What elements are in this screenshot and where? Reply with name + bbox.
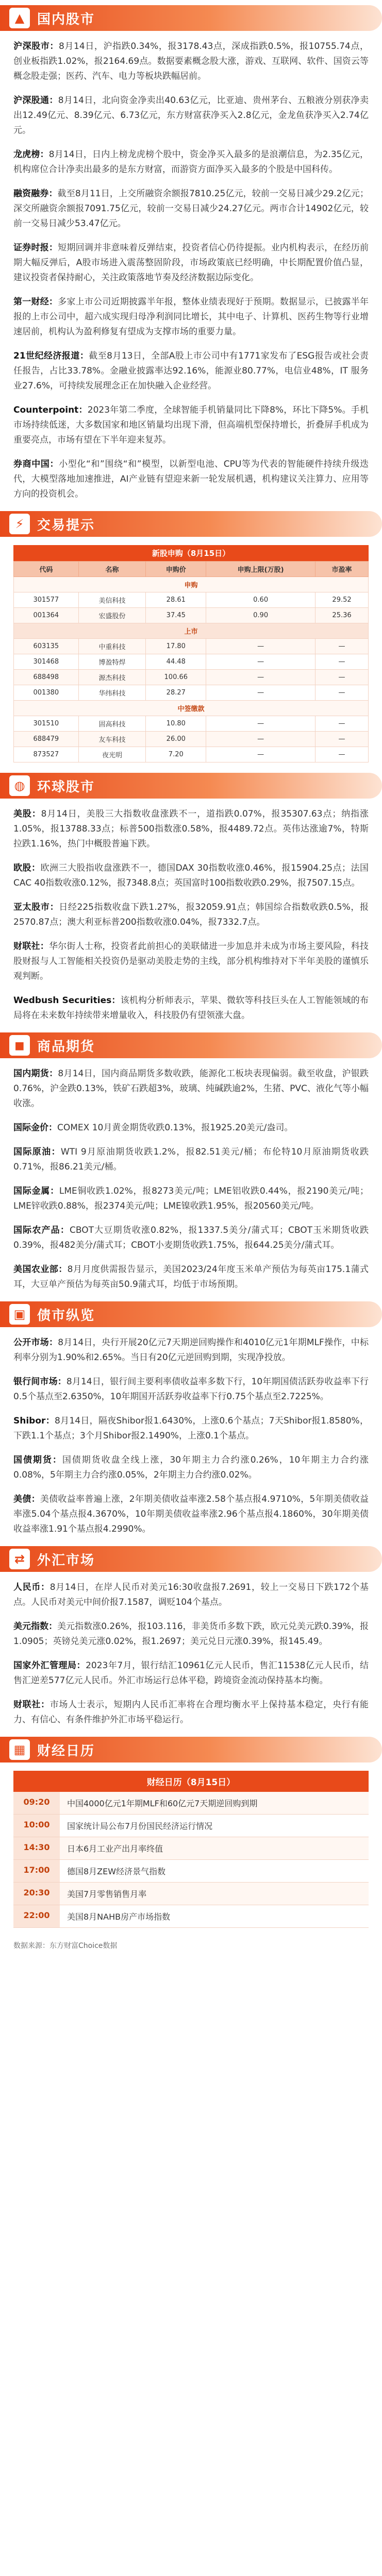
news-paragraph xyxy=(13,349,369,394)
fx-news-list xyxy=(0,1580,382,1727)
table-cell: 夜光明 xyxy=(78,747,146,762)
news-lead: 21世纪经济报道： xyxy=(13,351,89,361)
table-cell: 301468 xyxy=(14,654,79,670)
globe-icon: ◍ xyxy=(9,775,30,796)
news-paragraph xyxy=(13,1066,369,1111)
table-cell: — xyxy=(206,670,315,685)
news-text: 截至8月13日，全部A股上市公司中有1771家发布了ESG报告或社会责任报告，占比33.78%。金融业披露率达92.16%，能源业80.77%，电信业48%，IT 服务业27.6%，可持续发展理念正在加快融入企业经营。 xyxy=(13,351,369,391)
table-row xyxy=(14,732,369,747)
news-paragraph xyxy=(13,993,369,1023)
table-cell: 华纬科技 xyxy=(78,685,146,701)
news-text: WTI 9月原油期货收跌1.2%，报82.51美元/桶；布伦特10月原油期货收跌0.71%，报86.21美元/桶。 xyxy=(13,1147,369,1172)
table-cell: 301577 xyxy=(14,592,79,608)
table-cell: — xyxy=(206,747,315,762)
table-cell: 0.60 xyxy=(206,592,315,608)
section-title: 交易提示 xyxy=(37,517,95,533)
table-cell: 100.66 xyxy=(146,670,206,685)
news-paragraph xyxy=(13,1145,369,1175)
calendar-row xyxy=(13,1860,369,1883)
domestic-news-list xyxy=(0,39,382,502)
chart-icon: ▲ xyxy=(9,8,30,28)
news-text: 美债收益率普遍上涨，2年期美债收益率涨2.58个基点报4.9710%，5年期美债收益率涨5.04个基点报4.3670%，10年期美债收益率涨2.96个基点报4.1860%，30年期美债收益率涨1.91个基点报4.2990%。 xyxy=(13,1494,369,1534)
calendar-event: 日本6月工业产出月率终值 xyxy=(60,1837,369,1859)
news-text: 截至8月11日，上交所融资余额报7810.25亿元，较前一交易日减少29.2亿元；深交所融资余额报7091.75亿元，较前一交易日减少24.27亿元。两市合计14902亿元，较前一交易日减少53.47亿元。 xyxy=(13,189,369,229)
news-paragraph xyxy=(13,39,369,84)
news-text: 8月14日，国内商品期货多数收跌，能源化工板块表现偏弱。截至收盘，沪银跌0.76%，沪金跌0.13%，铁矿石跌超3%，玻璃、纯碱跌逾2%，生猪、PVC、液化气等小幅收涨。 xyxy=(13,1069,369,1109)
table-row xyxy=(14,592,369,608)
news-lead: 国际金属： xyxy=(13,1186,59,1196)
news-paragraph xyxy=(13,1121,369,1136)
news-lead: 国债期货： xyxy=(13,1455,62,1465)
news-lead: 人民币： xyxy=(13,1582,50,1592)
table-cell: 688479 xyxy=(14,732,79,747)
table-cell: 固高科技 xyxy=(78,716,146,732)
ipo-table xyxy=(13,545,369,762)
calendar-time: 17:00 xyxy=(13,1860,60,1882)
calendar-row xyxy=(13,1815,369,1837)
news-paragraph xyxy=(13,1658,369,1688)
news-text: 市场人士表示，短期内人民币汇率将在合理均衡水平上保持基本稳定，央行有能力、有信心、有条件维护外汇市场平稳运行。 xyxy=(13,1700,369,1725)
finance-calendar xyxy=(13,1771,369,1928)
news-text: 2023年7月，银行结汇10961亿元人民币，售汇11538亿元人民币，结售汇逆差577亿元人民币。外汇市场运行总体平稳，跨境资金流动保持基本均衡。 xyxy=(13,1660,369,1686)
table-cell: — xyxy=(206,685,315,701)
table-row xyxy=(14,670,369,685)
news-lead: 美股： xyxy=(13,809,41,819)
news-paragraph xyxy=(13,241,369,285)
calendar-row xyxy=(13,1792,369,1815)
table-cell: — xyxy=(206,639,315,654)
table-row xyxy=(14,608,369,623)
news-paragraph xyxy=(13,1262,369,1292)
news-text: 该机构分析师表示，苹果、微软等科技巨头在人工智能领域的布局将在未来数年持续带来增量收入，科技股仍有望领涨大盘。 xyxy=(13,995,369,1021)
news-paragraph xyxy=(13,1375,369,1404)
news-lead: 龙虎榜： xyxy=(13,149,49,160)
table-title: 新股申购（8月15日） xyxy=(13,545,369,561)
news-lead: 美国农业部： xyxy=(13,1264,68,1275)
news-lead: 国内期货： xyxy=(13,1069,58,1079)
table-row xyxy=(14,654,369,670)
news-lead: 证券时报： xyxy=(13,243,58,253)
table-header-cell: 市盈率 xyxy=(315,562,369,577)
news-paragraph xyxy=(13,1580,369,1610)
news-paragraph xyxy=(13,1698,369,1727)
table-header-cell: 申购价 xyxy=(146,562,206,577)
news-text: 8月14日，银行间主要利率债收益率多数下行，10年期国债活跃券收益率下行0.5个基点至2.6350%，10年期国开活跃券收益率下行0.75个基点至2.7225%。 xyxy=(13,1377,369,1402)
news-lead: 融资融券： xyxy=(13,189,58,199)
table-cell: — xyxy=(315,639,369,654)
news-paragraph xyxy=(13,1414,369,1444)
calendar-row xyxy=(13,1837,369,1860)
table-cell: 17.80 xyxy=(146,639,206,654)
news-lead: 财联社： xyxy=(13,1700,50,1710)
section-header-calendar xyxy=(0,1737,382,1762)
news-lead: 欧股： xyxy=(13,863,41,873)
news-paragraph xyxy=(13,457,369,502)
table-cell: 001364 xyxy=(14,608,79,623)
news-paragraph xyxy=(13,1184,369,1214)
table-cell: 美信科技 xyxy=(78,592,146,608)
section-title: 国内股市 xyxy=(37,11,95,27)
news-paragraph xyxy=(13,295,369,340)
news-paragraph xyxy=(13,1619,369,1649)
section-header-commodities xyxy=(0,1032,382,1058)
table-cell: 友车科技 xyxy=(78,732,146,747)
table-cell: 873527 xyxy=(14,747,79,762)
table-header-cell: 申购上限(万股) xyxy=(206,562,315,577)
table-cell: — xyxy=(315,685,369,701)
footer-source: 数据来源：东方财富Choice数据 xyxy=(13,1942,118,1950)
news-text: 8月14日，北向资金净卖出40.63亿元，比亚迪、贵州茅台、五粮液分别获净卖出12.49亿元、8.39亿元、6.73亿元，东方财富获净买入2.8亿元，金龙鱼获净买入2.74亿元。 xyxy=(13,95,369,135)
table-cell: 28.61 xyxy=(146,592,206,608)
calendar-row xyxy=(13,1883,369,1905)
calendar-time: 14:30 xyxy=(13,1837,60,1859)
news-text: COMEX 10月黄金期货收跌0.13%，报1925.20美元/盎司。 xyxy=(57,1123,293,1133)
table-cell: 688498 xyxy=(14,670,79,685)
table-row xyxy=(14,716,369,732)
news-paragraph xyxy=(13,403,369,448)
news-text: 华尔街人士称，投资者此前担心的美联储进一步加息并未成为市场主要风险，科技股财报与人工智能相关投资仍是驱动美股走势的主线，部分机构维持对下半年美股的谨慎乐观判断。 xyxy=(13,941,369,981)
calendar-event: 美国7月零售销售月率 xyxy=(60,1883,369,1905)
table-cell: — xyxy=(206,716,315,732)
table-cell: — xyxy=(315,732,369,747)
news-lead: 美债： xyxy=(13,1494,40,1504)
news-text: 8月14日，央行开展20亿元7天期逆回购操作和4010亿元1年期MLF操作，中标利率分别为1.90%和2.65%。当日有20亿元逆回购到期，实现净投放。 xyxy=(13,1337,369,1363)
news-text: 多家上市公司近期披露半年报，整体业绩表现好于预期。数据显示，已披露半年报的上市公司中，超六成实现归母净利润同比增长，其中电子、计算机、医药生物等行业增速居前，机构认为盈利修复有望成为支撑市场的重要力量。 xyxy=(13,297,369,337)
calendar-title: 财经日历（8月15日） xyxy=(13,1771,369,1792)
bond-icon: ▣ xyxy=(9,1304,30,1325)
table-cell: — xyxy=(206,654,315,670)
calendar-time: 09:20 xyxy=(13,1792,60,1814)
section-header-fx xyxy=(0,1546,382,1572)
table-cell: 603135 xyxy=(14,639,79,654)
news-lead: 国际金价： xyxy=(13,1123,57,1133)
table-group-label: 上市 xyxy=(14,623,369,639)
table-cell: 37.45 xyxy=(146,608,206,623)
section-header-trading xyxy=(0,511,382,537)
table-cell: 源杰科技 xyxy=(78,670,146,685)
news-lead: Shibor： xyxy=(13,1416,55,1426)
news-lead: 沪深股通： xyxy=(13,95,58,106)
table-cell: 宏盛股份 xyxy=(78,608,146,623)
section-header-bonds xyxy=(0,1301,382,1327)
calendar-event: 德国8月ZEW经济景气指数 xyxy=(67,1867,166,1876)
news-lead: 财联社： xyxy=(13,941,49,952)
news-paragraph xyxy=(13,187,369,231)
calendar-event: 国家统计局公布7月份国民经济运行情况 xyxy=(67,1821,213,1831)
commodity-news-list xyxy=(0,1066,382,1292)
news-text: 美元指数涨0.26%，报103.116，非美货币多数下跌，欧元兑美元跌0.39%，报1.0905；英镑兑美元涨0.02%，报1.2697；美元兑日元涨0.39%，报145.49。 xyxy=(13,1621,369,1647)
table-cell: 26.00 xyxy=(146,732,206,747)
news-text: 小型化“和”围绕“和”模型，以新型电池、CPU等为代表的智能硬件持续升级迭代，大模型落地加速推进，AI产业链有望迎来新一轮发展机遇，机构建议关注算力、应用等方向的投资机会。 xyxy=(13,459,369,499)
news-paragraph xyxy=(13,1492,369,1537)
table-cell: — xyxy=(315,747,369,762)
table-cell: 7.20 xyxy=(146,747,206,762)
news-paragraph xyxy=(13,807,369,852)
section-title: 财经日历 xyxy=(37,1743,95,1759)
table-group-label: 申购 xyxy=(14,577,369,592)
news-lead: 国际农产品： xyxy=(13,1225,70,1235)
news-lead: 亚太股市： xyxy=(13,902,59,912)
table-cell: — xyxy=(206,732,315,747)
section-header-global xyxy=(0,773,382,799)
news-lead: Counterpoint： xyxy=(13,405,88,415)
section-title: 外汇市场 xyxy=(37,1552,95,1568)
news-lead: 券商中国： xyxy=(13,459,59,469)
news-paragraph xyxy=(13,939,369,984)
table-cell: 10.80 xyxy=(146,716,206,732)
table-cell: 28.27 xyxy=(146,685,206,701)
exchange-icon: ⇄ xyxy=(9,1549,30,1569)
bond-news-list xyxy=(0,1335,382,1537)
table-row xyxy=(14,747,369,762)
calendar-event: 美国8月NAHB房产市场指数 xyxy=(67,1912,171,1922)
news-text: 8月14日，隔夜Shibor报1.6430%，上涨0.6个基点；7天Shibor报1.8580%，下跌1.1个基点；3个月Shibor报2.1490%，上涨0.1个基点。 xyxy=(13,1416,369,1441)
news-text: 8月14日，美股三大指数收盘涨跌不一，道指跌0.07%，报35307.63点；纳指涨1.05%，报13788.33点；标普500指数涨0.58%，报4489.72点。英伟达涨逾7%，特斯拉跌1.16%，热门中概股普遍下跌。 xyxy=(13,809,369,849)
news-lead: 第一财经： xyxy=(13,297,58,307)
news-paragraph xyxy=(13,1223,369,1253)
lightning-icon: ⚡ xyxy=(9,514,30,534)
table-group-label: 中签缴款 xyxy=(14,701,369,716)
calendar-event: 中国4000亿元1年期MLF和60亿元7天期逆回购到期 xyxy=(60,1792,369,1814)
news-text: 8月14日，日内上榜龙虎榜个股中，资金净买入最多的是浪潮信息，为2.35亿元，机构席位合计净卖出最多的是东方财富，而游资方面净买入最多的个股是中国科传。 xyxy=(13,149,369,175)
calendar-time: 10:00 xyxy=(13,1815,60,1837)
barrel-icon: ◼ xyxy=(9,1035,30,1056)
news-paragraph xyxy=(13,93,369,138)
news-text: 2023年第二季度，全球智能手机销量同比下降8%，环比下降5%。手机市场持续低迷，大多数国家和地区销量均出现下滑，但高端机型保持增长，折叠屏手机成为重要亮点，市场有望在下半年迎来复苏。 xyxy=(13,405,369,445)
table-cell: 25.36 xyxy=(315,608,369,623)
news-paragraph xyxy=(13,900,369,930)
news-lead: Wedbush Securities： xyxy=(13,995,121,1006)
calendar-row xyxy=(13,1905,369,1928)
news-lead: 沪深股市： xyxy=(13,41,59,52)
news-paragraph xyxy=(13,147,369,177)
news-paragraph xyxy=(13,1453,369,1483)
table-row xyxy=(14,685,369,701)
table-cell: — xyxy=(315,654,369,670)
news-text: 国债期货收盘全线上涨，30年期主力合约涨0.26%，10年期主力合约涨0.08%，5年期主力合约涨0.05%，2年期主力合约涨0.02%。 xyxy=(13,1455,369,1480)
news-paragraph xyxy=(13,1335,369,1365)
table-cell: 29.52 xyxy=(315,592,369,608)
table-cell: 001380 xyxy=(14,685,79,701)
news-paragraph xyxy=(13,861,369,891)
calendar-time: 22:00 xyxy=(13,1905,60,1927)
news-text: 8月14日，沪指跌0.34%，报3178.43点，深成指跌0.5%，报10755.74点，创业板指跌1.02%，报2164.69点。数据要素概念股大涨，游戏、互联网、软件、国资云等概念股走强；医药、汽车、电力等板块跌幅居前。 xyxy=(13,41,369,81)
news-text: 8月月度供需报告显示，美国2023/24年度玉米单产预估为每英亩175.1蒲式耳，大豆单产预估为每英亩50.9蒲式耳，均低于市场预期。 xyxy=(13,1264,369,1290)
section-title: 商品期货 xyxy=(37,1039,95,1055)
news-lead: 国家外汇管理局： xyxy=(13,1660,86,1671)
news-text: LME铜收跌1.02%，报8273美元/吨；LME铝收跌0.44%，报2190美元/吨；LME锌收跌0.88%，报2374美元/吨；LME镍收跌1.95%，报20560美元/吨。 xyxy=(13,1186,369,1211)
table-cell: 中重科技 xyxy=(78,639,146,654)
table-cell: — xyxy=(315,716,369,732)
section-header-domestic xyxy=(0,5,382,31)
table-cell: 301510 xyxy=(14,716,79,732)
global-news-list xyxy=(0,807,382,1023)
news-text: 8月14日，在岸人民币对美元16:30收盘报7.2691，较上一交易日下跌172个基点。人民币对美元中间价报7.1587，调贬104个基点。 xyxy=(13,1582,369,1607)
table-cell: 博盈特焊 xyxy=(78,654,146,670)
news-text: 短期回调并非意味着反弹结束，投资者信心仍待提振。业内机构表示，在经历前期大幅反弹后，A股市场进入震荡整固阶段，市场政策底已经明确，中长期配置价值凸显，建议投资者保持耐心，关注政策落地节奏及经济数据边际变化。 xyxy=(13,243,369,283)
calendar-icon: ▦ xyxy=(9,1739,30,1760)
news-text: 欧洲三大股指收盘涨跌不一，德国DAX 30指数收涨0.46%，报15904.25点；法国CAC 40指数收涨0.12%，报7348.8点；英国富时100指数收跌0.29%，报7507.15点。 xyxy=(13,863,369,888)
news-text: 日经225指数收盘下跌1.27%，报32059.91点；韩国综合指数收跌0.5%，报2570.87点；澳大利亚标普200指数收涨0.04%，报7332.7点。 xyxy=(13,902,369,927)
news-lead: 公开市场： xyxy=(13,1337,58,1348)
news-lead: 银行间市场： xyxy=(13,1377,67,1387)
section-title: 债市纵览 xyxy=(37,1308,95,1324)
table-cell: — xyxy=(315,670,369,685)
table-header-cell: 代码 xyxy=(14,562,79,577)
news-text: CBOT大豆期货收涨0.82%，报1337.5美分/蒲式耳；CBOT玉米期货收跌0.39%，报482美分/蒲式耳；CBOT小麦期货收跌1.75%，报644.25美分/蒲式耳。 xyxy=(13,1225,369,1250)
news-lead: 美元指数： xyxy=(13,1621,58,1632)
table-row xyxy=(14,639,369,654)
table-header-cell: 名称 xyxy=(78,562,146,577)
section-title: 环球股市 xyxy=(37,779,95,795)
calendar-time: 20:30 xyxy=(13,1883,60,1905)
table-cell: 0.90 xyxy=(206,608,315,623)
news-lead: 国际原油： xyxy=(13,1147,61,1157)
table-cell: 44.48 xyxy=(146,654,206,670)
